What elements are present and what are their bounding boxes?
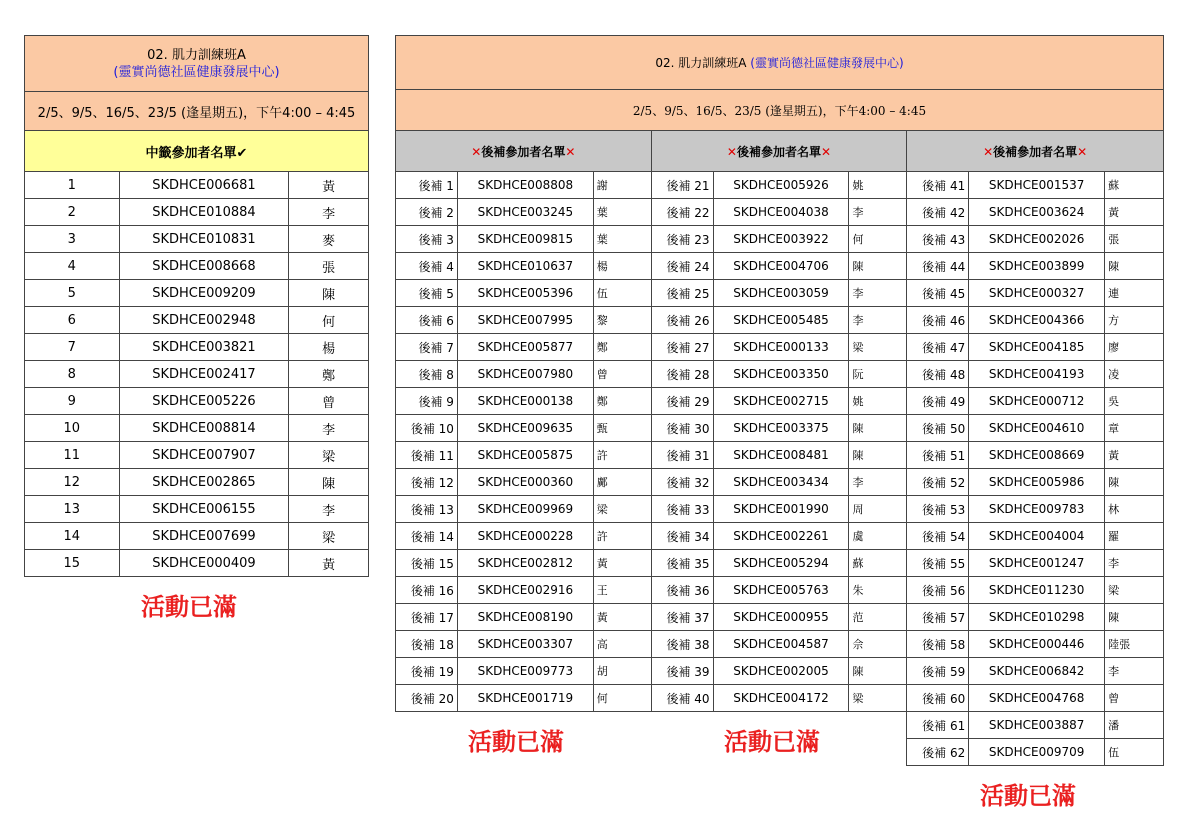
table-row — [25, 388, 369, 415]
waitlist-label: 後補 8 — [396, 361, 458, 388]
drawn-code: SKDHCE009209 — [119, 280, 289, 307]
waitlist-name: 鄺 — [593, 469, 651, 496]
waitlist-label: 後補 51 — [907, 442, 969, 469]
waitlist-name: 何 — [593, 685, 651, 712]
waitlist-code: SKDHCE011230 — [969, 577, 1105, 604]
waitlist-code: SKDHCE000228 — [457, 523, 593, 550]
table-row — [25, 550, 369, 577]
waitlist-label: 後補 59 — [907, 658, 969, 685]
waitlist-name: 李 — [849, 307, 907, 334]
waitlist-code: SKDHCE002715 — [713, 388, 849, 415]
drawn-code: SKDHCE003821 — [119, 334, 289, 361]
waitlist-code: SKDHCE009815 — [457, 226, 593, 253]
waitlist-name: 何 — [849, 226, 907, 253]
table-row — [25, 172, 369, 199]
waitlist-label: 後補 17 — [396, 604, 458, 631]
waitlist-name: 伍 — [593, 280, 651, 307]
drawn-code: SKDHCE000409 — [119, 550, 289, 577]
waitlist-code: SKDHCE000712 — [969, 388, 1105, 415]
waitlist-name: 陳 — [849, 442, 907, 469]
waitlist-code: SKDHCE005396 — [457, 280, 593, 307]
drawn-code: SKDHCE008814 — [119, 415, 289, 442]
waitlist-name: 陳 — [1105, 469, 1164, 496]
waitlist-name: 佘 — [849, 631, 907, 658]
waitlist-name: 陳 — [849, 415, 907, 442]
drawn-code: SKDHCE006681 — [119, 172, 289, 199]
drawn-code: SKDHCE006155 — [119, 496, 289, 523]
drawn-name: 李 — [289, 199, 369, 226]
table-row — [25, 469, 369, 496]
waitlist-code: SKDHCE007980 — [457, 361, 593, 388]
waitlist-label: 後補 13 — [396, 496, 458, 523]
waitlist-code: SKDHCE003307 — [457, 631, 593, 658]
cross-icon: ✕ — [983, 144, 994, 159]
table-row — [396, 496, 1164, 523]
waitlist-code: SKDHCE009969 — [457, 496, 593, 523]
drawn-name: 麥 — [289, 226, 369, 253]
waitlist-label: 後補 23 — [651, 226, 713, 253]
waitlist-label: 後補 14 — [396, 523, 458, 550]
table-row — [25, 442, 369, 469]
waitlist-code: SKDHCE002026 — [969, 226, 1105, 253]
waitlist-code: SKDHCE001537 — [969, 172, 1105, 199]
waitlist-code: SKDHCE004706 — [713, 253, 849, 280]
waitlist-code: SKDHCE004768 — [969, 685, 1105, 712]
table-row — [25, 199, 369, 226]
drawn-code: SKDHCE007699 — [119, 523, 289, 550]
waitlist-code: SKDHCE002916 — [457, 577, 593, 604]
waitlist-name: 李 — [849, 199, 907, 226]
waitlist-name: 梁 — [849, 334, 907, 361]
waitlist-name: 李 — [849, 280, 907, 307]
table-row — [396, 631, 1164, 658]
waitlist-code: SKDHCE008481 — [713, 442, 849, 469]
table-row — [396, 253, 1164, 280]
waitlist-code: SKDHCE000133 — [713, 334, 849, 361]
cross-icon: ✕ — [726, 144, 737, 159]
waitlist-code: SKDHCE003350 — [713, 361, 849, 388]
waitlist-code: SKDHCE002005 — [713, 658, 849, 685]
table-row — [396, 577, 1164, 604]
waitlist-name: 李 — [1105, 658, 1164, 685]
waitlist-code: SKDHCE001990 — [713, 496, 849, 523]
waitlist-label: 後補 27 — [651, 334, 713, 361]
drawn-code: SKDHCE007907 — [119, 442, 289, 469]
waitlist-name: 陳 — [1105, 253, 1164, 280]
waitlist-name: 甄 — [593, 415, 651, 442]
table-row — [396, 172, 1164, 199]
course-title: 02. 肌力訓練班A — [147, 47, 246, 63]
drawn-name: 鄭 — [289, 361, 369, 388]
waitlist-label: 後補 41 — [907, 172, 969, 199]
waitlist-label: 後補 53 — [907, 496, 969, 523]
waitlist-label: 後補 35 — [651, 550, 713, 577]
drawn-header-row — [25, 131, 369, 172]
waitlist-code: SKDHCE004366 — [969, 307, 1105, 334]
waitlist-name: 黃 — [593, 604, 651, 631]
table-row — [396, 685, 1164, 712]
waitlist-name: 章 — [1105, 415, 1164, 442]
waitlist-code: SKDHCE004004 — [969, 523, 1105, 550]
drawn-no: 2 — [25, 199, 120, 226]
waitlist-name: 黃 — [1105, 442, 1164, 469]
table-row — [25, 226, 369, 253]
table-row — [25, 523, 369, 550]
waitlist-code: SKDHCE004172 — [713, 685, 849, 712]
drawn-no: 12 — [25, 469, 120, 496]
waitlist-code: SKDHCE003375 — [713, 415, 849, 442]
waitlist-label: 後補 55 — [907, 550, 969, 577]
waitlist-code: SKDHCE000327 — [969, 280, 1105, 307]
drawn-code: SKDHCE010831 — [119, 226, 289, 253]
waitlist-label: 後補 18 — [396, 631, 458, 658]
drawn-no: 5 — [25, 280, 120, 307]
waitlist-name: 陳 — [849, 253, 907, 280]
cross-icon: ✕ — [471, 144, 482, 159]
waitlist-course-title: 02. 肌力訓練班A — [655, 56, 747, 70]
waitlist-name: 許 — [593, 523, 651, 550]
drawn-name: 李 — [289, 415, 369, 442]
waitlist-code: SKDHCE009783 — [969, 496, 1105, 523]
waitlist-header-label: 後補參加者名單 — [481, 144, 566, 159]
waitlist-name: 陳 — [849, 658, 907, 685]
waitlist-label: 後補 22 — [651, 199, 713, 226]
drawn-code: SKDHCE010884 — [119, 199, 289, 226]
drawn-no: 3 — [25, 226, 120, 253]
course-dates-row — [25, 92, 369, 131]
drawn-name: 梁 — [289, 442, 369, 469]
waitlist-dates-row — [396, 90, 1164, 131]
waitlist-name: 朱 — [849, 577, 907, 604]
waitlist-label: 後補 4 — [396, 253, 458, 280]
drawn-list-header: 中籤參加者名單✔ — [25, 131, 369, 172]
waitlist-name: 周 — [849, 496, 907, 523]
table-row — [396, 334, 1164, 361]
table-row — [25, 361, 369, 388]
course-title-row — [25, 36, 369, 92]
waitlist-header-row — [396, 131, 1164, 172]
waitlist-table — [395, 35, 1164, 766]
activity-full-label: 活動已滿 — [141, 593, 237, 621]
drawn-no: 15 — [25, 550, 120, 577]
waitlist-code: SKDHCE006842 — [969, 658, 1105, 685]
waitlist-label: 後補 43 — [907, 226, 969, 253]
waitlist-code: SKDHCE001719 — [457, 685, 593, 712]
table-row — [396, 199, 1164, 226]
drawn-name: 楊 — [289, 334, 369, 361]
waitlist-course-center: (靈實尚德社區健康發展中心) — [750, 56, 904, 70]
waitlist-name: 曾 — [593, 361, 651, 388]
waitlist-header-label: 後補參加者名單 — [736, 144, 821, 159]
waitlist-code: SKDHCE008669 — [969, 442, 1105, 469]
waitlist-name: 梁 — [849, 685, 907, 712]
waitlist-name: 姚 — [849, 388, 907, 415]
waitlist-label: 後補 45 — [907, 280, 969, 307]
waitlist-name: 胡 — [593, 658, 651, 685]
cross-icon: ✕ — [1077, 144, 1088, 159]
table-row — [396, 415, 1164, 442]
drawn-no: 4 — [25, 253, 120, 280]
waitlist-code: SKDHCE009773 — [457, 658, 593, 685]
waitlist-name: 虞 — [849, 523, 907, 550]
table-row — [396, 226, 1164, 253]
waitlist-code: SKDHCE005485 — [713, 307, 849, 334]
table-row — [396, 604, 1164, 631]
waitlist-code: SKDHCE003922 — [713, 226, 849, 253]
cross-icon: ✕ — [820, 144, 832, 159]
waitlist-label: 後補 48 — [907, 361, 969, 388]
waitlist-code: SKDHCE002261 — [713, 523, 849, 550]
waitlist-label: 後補 16 — [396, 577, 458, 604]
waitlist-code: SKDHCE000360 — [457, 469, 593, 496]
waitlist-code: SKDHCE010298 — [969, 604, 1105, 631]
waitlist-code: SKDHCE004610 — [969, 415, 1105, 442]
drawn-no: 6 — [25, 307, 120, 334]
activity-full-label: 活動已滿 — [724, 728, 820, 756]
waitlist-name: 張 — [1105, 226, 1164, 253]
waitlist-name: 謝 — [593, 172, 651, 199]
waitlist-label: 後補 25 — [651, 280, 713, 307]
waitlist-label: 後補 36 — [651, 577, 713, 604]
waitlist-code: SKDHCE001247 — [969, 550, 1105, 577]
waitlist-name: 蘇 — [1105, 172, 1164, 199]
waitlist-label: 後補 3 — [396, 226, 458, 253]
waitlist-header — [396, 131, 652, 172]
waitlist-label: 後補 19 — [396, 658, 458, 685]
drawn-name: 梁 — [289, 523, 369, 550]
waitlist-label: 後補 54 — [907, 523, 969, 550]
drawn-no: 1 — [25, 172, 120, 199]
waitlist-code: SKDHCE005877 — [457, 334, 593, 361]
waitlist-code: SKDHCE009635 — [457, 415, 593, 442]
table-row — [25, 253, 369, 280]
waitlist-label: 後補 26 — [651, 307, 713, 334]
waitlist-name: 梁 — [593, 496, 651, 523]
waitlist-code: SKDHCE003887 — [969, 712, 1105, 739]
waitlist-name: 葉 — [593, 199, 651, 226]
drawn-no: 9 — [25, 388, 120, 415]
waitlist-label: 後補 12 — [396, 469, 458, 496]
waitlist-label: 後補 57 — [907, 604, 969, 631]
waitlist-code: SKDHCE009709 — [969, 739, 1105, 766]
waitlist-name: 羅 — [1105, 523, 1164, 550]
waitlist-course-dates: 2/5、9/5、16/5、23/5 (逢星期五)，下午4:00 – 4:45 — [396, 90, 1164, 131]
waitlist-name: 廖 — [1105, 334, 1164, 361]
waitlist-name: 李 — [849, 469, 907, 496]
waitlist-label: 後補 10 — [396, 415, 458, 442]
waitlist-code: SKDHCE005875 — [457, 442, 593, 469]
drawn-no: 10 — [25, 415, 120, 442]
waitlist-label: 後補 42 — [907, 199, 969, 226]
waitlist-label: 後補 5 — [396, 280, 458, 307]
waitlist-label: 後補 21 — [651, 172, 713, 199]
drawn-code: SKDHCE002417 — [119, 361, 289, 388]
waitlist-label: 後補 29 — [651, 388, 713, 415]
table-row — [25, 415, 369, 442]
waitlist-code: SKDHCE005986 — [969, 469, 1105, 496]
waitlist-label: 後補 61 — [907, 712, 969, 739]
drawn-name: 張 — [289, 253, 369, 280]
waitlist-name: 鄭 — [593, 334, 651, 361]
waitlist-name: 黃 — [1105, 199, 1164, 226]
waitlist-label: 後補 62 — [907, 739, 969, 766]
drawn-no: 11 — [25, 442, 120, 469]
activity-full-label: 活動已滿 — [468, 728, 564, 756]
waitlist-label: 後補 58 — [907, 631, 969, 658]
waitlist-title-cell — [396, 36, 1164, 90]
waitlist-code: SKDHCE008808 — [457, 172, 593, 199]
drawn-name: 曾 — [289, 388, 369, 415]
waitlist-name: 黃 — [593, 550, 651, 577]
waitlist-label: 後補 9 — [396, 388, 458, 415]
waitlist-name: 連 — [1105, 280, 1164, 307]
waitlist-name: 楊 — [593, 253, 651, 280]
waitlist-label: 後補 40 — [651, 685, 713, 712]
waitlist-code: SKDHCE004185 — [969, 334, 1105, 361]
waitlist-name: 吳 — [1105, 388, 1164, 415]
waitlist-label: 後補 39 — [651, 658, 713, 685]
waitlist-name: 曾 — [1105, 685, 1164, 712]
waitlist-code: SKDHCE008190 — [457, 604, 593, 631]
waitlist-title-row — [396, 36, 1164, 90]
waitlist-label: 後補 56 — [907, 577, 969, 604]
course-center: (靈實尚德社區健康發展中心) — [113, 64, 280, 80]
waitlist-label: 後補 1 — [396, 172, 458, 199]
drawn-code: SKDHCE008668 — [119, 253, 289, 280]
waitlist-name: 陸張 — [1105, 631, 1164, 658]
drawn-name: 李 — [289, 496, 369, 523]
waitlist-code: SKDHCE000138 — [457, 388, 593, 415]
waitlist-label: 後補 50 — [907, 415, 969, 442]
table-row — [396, 307, 1164, 334]
table-row — [25, 307, 369, 334]
drawn-no: 13 — [25, 496, 120, 523]
table-row — [25, 280, 369, 307]
waitlist-label: 後補 37 — [651, 604, 713, 631]
waitlist-name: 許 — [593, 442, 651, 469]
waitlist-name: 伍 — [1105, 739, 1164, 766]
waitlist-label: 後補 32 — [651, 469, 713, 496]
waitlist-header-label: 後補參加者名單 — [993, 144, 1078, 159]
waitlist-label: 後補 7 — [396, 334, 458, 361]
waitlist-name: 葉 — [593, 226, 651, 253]
waitlist-name: 林 — [1105, 496, 1164, 523]
waitlist-code: SKDHCE003899 — [969, 253, 1105, 280]
waitlist-code: SKDHCE005926 — [713, 172, 849, 199]
drawn-name: 黃 — [289, 550, 369, 577]
waitlist-name: 高 — [593, 631, 651, 658]
waitlist-name: 方 — [1105, 307, 1164, 334]
table-row — [25, 334, 369, 361]
drawn-no: 14 — [25, 523, 120, 550]
drawn-no: 8 — [25, 361, 120, 388]
waitlist-name: 姚 — [849, 172, 907, 199]
table-row — [396, 469, 1164, 496]
drawn-list-table — [24, 35, 369, 577]
table-row — [396, 280, 1164, 307]
waitlist-label: 後補 60 — [907, 685, 969, 712]
waitlist-code: SKDHCE007995 — [457, 307, 593, 334]
waitlist-code: SKDHCE004587 — [713, 631, 849, 658]
waitlist-name: 黎 — [593, 307, 651, 334]
waitlist-label: 後補 20 — [396, 685, 458, 712]
cross-icon: ✕ — [565, 144, 576, 159]
drawn-code: SKDHCE002865 — [119, 469, 289, 496]
table-row — [396, 388, 1164, 415]
drawn-code: SKDHCE002948 — [119, 307, 289, 334]
waitlist-label: 後補 33 — [651, 496, 713, 523]
waitlist-label: 後補 52 — [907, 469, 969, 496]
activity-full-label: 活動已滿 — [980, 782, 1076, 810]
table-row — [25, 496, 369, 523]
course-dates: 2/5、9/5、16/5、23/5 (逢星期五)，下午4:00 – 4:45 — [25, 92, 369, 131]
drawn-name: 陳 — [289, 469, 369, 496]
waitlist-label: 後補 15 — [396, 550, 458, 577]
waitlist-code: SKDHCE000446 — [969, 631, 1105, 658]
waitlist-label: 後補 2 — [396, 199, 458, 226]
waitlist-code: SKDHCE003059 — [713, 280, 849, 307]
table-row — [396, 658, 1164, 685]
waitlist-name: 范 — [849, 604, 907, 631]
waitlist-name: 蘇 — [849, 550, 907, 577]
waitlist-label: 後補 24 — [651, 253, 713, 280]
waitlist-code: SKDHCE010637 — [457, 253, 593, 280]
drawn-name: 陳 — [289, 280, 369, 307]
waitlist-code: SKDHCE003245 — [457, 199, 593, 226]
table-row — [396, 361, 1164, 388]
waitlist-name: 王 — [593, 577, 651, 604]
waitlist-label: 後補 46 — [907, 307, 969, 334]
waitlist-code: SKDHCE004038 — [713, 199, 849, 226]
waitlist-code: SKDHCE002812 — [457, 550, 593, 577]
waitlist-name: 阮 — [849, 361, 907, 388]
waitlist-label: 後補 11 — [396, 442, 458, 469]
table-row — [396, 442, 1164, 469]
waitlist-header — [907, 131, 1164, 172]
waitlist-code: SKDHCE005763 — [713, 577, 849, 604]
course-title-cell — [25, 36, 369, 92]
waitlist-name: 鄭 — [593, 388, 651, 415]
waitlist-label: 後補 6 — [396, 307, 458, 334]
waitlist-name: 潘 — [1105, 712, 1164, 739]
waitlist-label: 後補 47 — [907, 334, 969, 361]
waitlist-name: 陳 — [1105, 604, 1164, 631]
waitlist-label: 後補 44 — [907, 253, 969, 280]
waitlist-code: SKDHCE005294 — [713, 550, 849, 577]
waitlist-label: 後補 38 — [651, 631, 713, 658]
waitlist-code: SKDHCE000955 — [713, 604, 849, 631]
waitlist-name: 梁 — [1105, 577, 1164, 604]
table-row — [396, 523, 1164, 550]
waitlist-name: 李 — [1105, 550, 1164, 577]
drawn-code: SKDHCE005226 — [119, 388, 289, 415]
waitlist-label: 後補 28 — [651, 361, 713, 388]
drawn-no: 7 — [25, 334, 120, 361]
table-row — [396, 550, 1164, 577]
waitlist-code: SKDHCE003624 — [969, 199, 1105, 226]
waitlist-code: SKDHCE004193 — [969, 361, 1105, 388]
waitlist-code: SKDHCE003434 — [713, 469, 849, 496]
waitlist-name: 凌 — [1105, 361, 1164, 388]
drawn-name: 何 — [289, 307, 369, 334]
waitlist-label: 後補 34 — [651, 523, 713, 550]
drawn-name: 黃 — [289, 172, 369, 199]
waitlist-header — [651, 131, 907, 172]
waitlist-label: 後補 49 — [907, 388, 969, 415]
waitlist-label: 後補 31 — [651, 442, 713, 469]
waitlist-label: 後補 30 — [651, 415, 713, 442]
